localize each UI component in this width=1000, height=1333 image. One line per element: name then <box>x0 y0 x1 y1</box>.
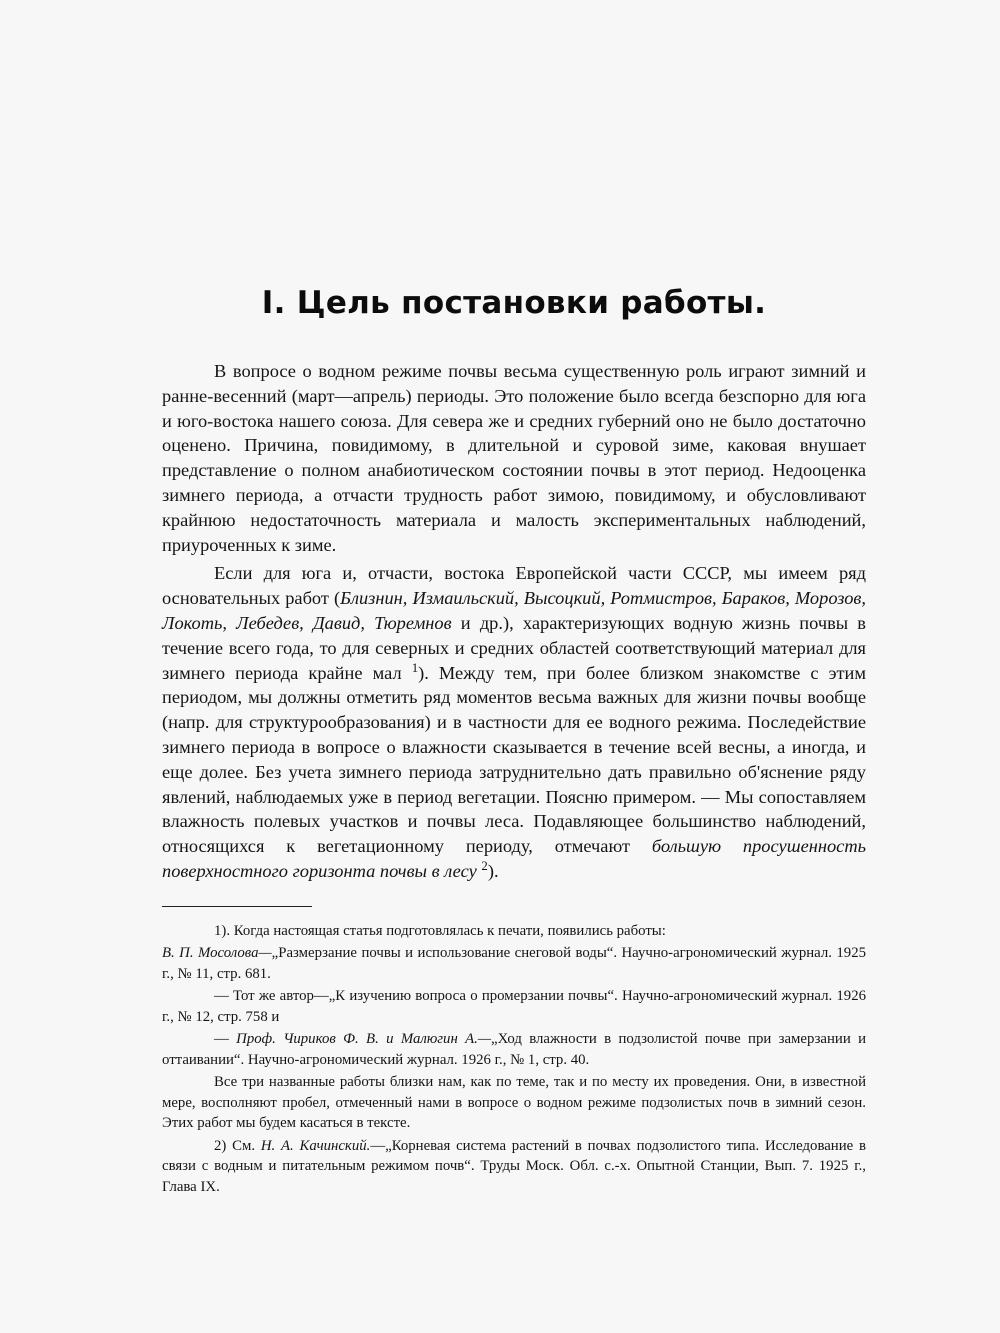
footnote-1-author-a: В. П. Мосолова— <box>162 945 272 962</box>
footnote-1-text-a: „Размерзание почвы и использование снеговой воды“. Научно-агрономический журнал. 1925 г., № 11, стр. 681. <box>162 945 866 982</box>
paragraph-2-text-2: и др.), характеризующих водную жизнь почвы в течение всего года, то для северных и средних областей соответствующий материал для зимнего периода крайне мал <box>162 612 866 683</box>
paragraph-1: В вопросе о водном режиме почвы весьма существенную роль играют зимний и ранне-весенний (март—апрель) периоды. Это положение было всегда безспорно для юга и юго-востока нашего союза. Для севера же и средних губерний оно не было достаточно оценено. Причина, повидимому, в длительной и суровой зиме, каковая внушает представление о полном анабиотическом состоянии почвы в этот период. Недооценка зимнего периода, а отчасти трудность работ зимою, повидимому, и обусловливают крайнюю недостаточность материала и малость экспериментальных наблюдений, приуроченных к зиме. <box>162 361 866 555</box>
footnote-1-author-c: Проф. Чириков Ф. В. и Малюгин А.— <box>236 1031 492 1048</box>
authors-list: Близнин, Измаильский, Высоцкий, Ротмистров, Бараков, Морозов, Локоть, Лебедев, Давид, Тюремнов <box>162 588 866 633</box>
footnote-1-dash-c: — <box>214 1031 237 1048</box>
paragraph-2-text-3: ). Между тем, при более близком знакомстве с этим периодом, мы должны отметить ряд моментов весьма важных для жизни почвы вообще (напр. для структурообразования) и в частности для ее водного режима. Последействие зимнего периода в вопросе о влажности сказывается в течение всей весны, а иногда, и еще долее. Без учета зимнего периода затруднительно дать правильно об'яснение ряду явлений, наблюдаемых уже в период вегетации. Поясню примером. — Мы сопоставляем влажность полевых участков и почвы леса. Подавляющее большинство наблюдений, относящихся к вегетационному периоду, отмечают <box>162 662 866 857</box>
footnote-ref-2[interactable]: 2 <box>481 858 488 873</box>
body-text <box>162 359 866 884</box>
footnote-2 <box>162 1136 866 1198</box>
paragraph-2-text-4: ). <box>487 860 499 881</box>
footnote-2-author: Н. А. Качинский. <box>260 1137 371 1154</box>
footnote-1-lead: 1). Когда настоящая статья подготовлялась к печати, появились работы: <box>214 922 666 939</box>
footnote-1-entry-b: — Тот же автор—„К изучению вопроса о промерзании почвы“. Научно-агрономический журнал. 1926 г., № 12, стр. 758 и <box>162 988 866 1025</box>
footnote-2-text: —„Корневая система растений в почвах подзолистого типа. Исследование в связи с водным и питательным режимом почв“. Труды Моск. Обл. с.-х. Опытной Станции, Вып. 7. 1925 г., Глава IX. <box>162 1137 866 1195</box>
footnote-ref-1[interactable]: 1 <box>411 660 419 675</box>
paragraph-2 <box>162 561 866 883</box>
footnote-2-lead: 2) См. <box>214 1137 261 1154</box>
footnote-1-entry-a <box>162 943 866 984</box>
footnote-divider <box>162 906 312 907</box>
footnote-1-entry-d: Все три названные работы близки нам, как по теме, так и по месту их проведения. Они, в известной мере, восполняют пробел, отмеченный нами в вопросе о водном режиме подзолистых почв в зимний сезон. Этих работ мы будем касаться в тексте. <box>162 1074 866 1132</box>
chapter-title: I. Цель постановки работы. <box>261 285 767 321</box>
emphasized-phrase: большую просушенность поверхностного горизонта почвы в лесу <box>162 836 866 881</box>
footnote-1-entry-c <box>162 1029 866 1070</box>
paragraph-2-text-1: Если для юга и, отчасти, востока Европейской части СССР, мы имеем ряд основательных работ ( <box>162 563 866 609</box>
page-content <box>162 285 866 1197</box>
footnotes <box>162 921 866 1198</box>
footnote-1-text-c: „Ход влажности в подзолистой почве при замерзании и оттаивании“. Научно-агрономический журнал. 1926 г., № 1, стр. 40. <box>162 1031 867 1068</box>
